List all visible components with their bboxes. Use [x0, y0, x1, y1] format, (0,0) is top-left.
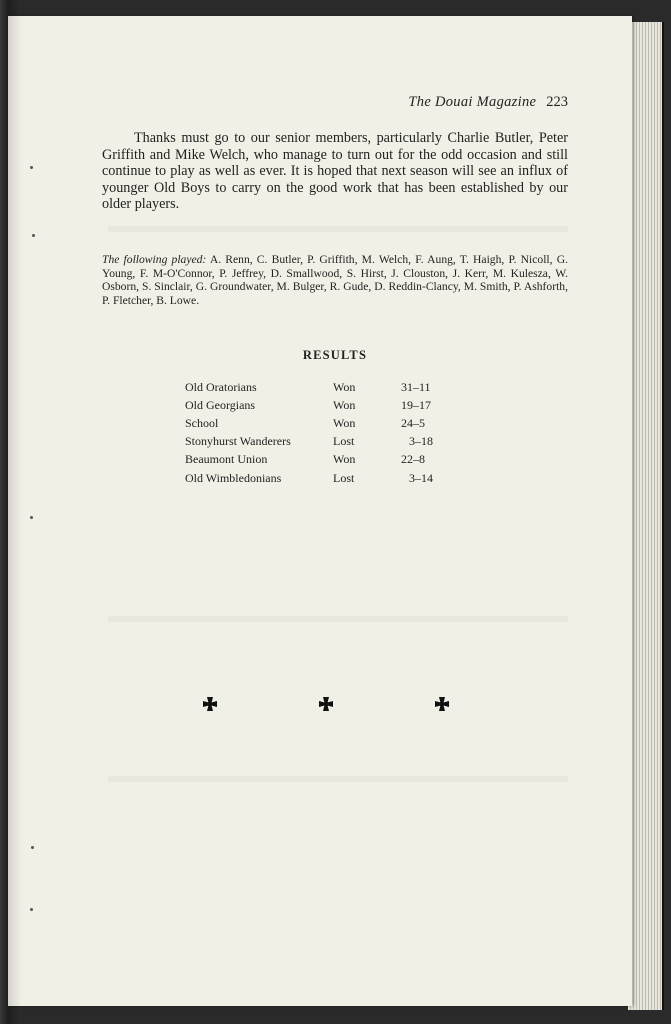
results-team: Old Wimbledonians: [185, 470, 282, 485]
results-outcome: Lost: [333, 470, 355, 485]
results-score: 19–17: [401, 397, 431, 412]
results-score-cell: [401, 396, 461, 414]
results-row: [185, 396, 461, 414]
ornament-row: [198, 696, 498, 714]
show-through-text: [108, 616, 568, 622]
players-lead: The following played:: [102, 253, 207, 266]
results-table: [185, 378, 461, 487]
results-outcome: Won: [333, 379, 356, 394]
results-outcome: Won: [333, 452, 356, 467]
margin-speck: [31, 846, 34, 849]
margin-speck: [30, 516, 33, 519]
players-names: A. Renn, C. Butler, P. Griffith, M. Welch, F. Aung, T. Haigh, P. Nicoll, G. Young, F. M-O'Connor, P. Jeffrey, D. Smallwood, S. Hirst, J. Clouston, J. Kerr, M. Kulesza, W. Osborn, S. Sinclair, G. Groundwater, M. Bulger, R. Gude, D. Reddin-Clancy, M. Smith, P. Ashforth, P. Fletcher, B. Lowe.: [102, 253, 568, 307]
running-title: The Douai Magazine: [408, 94, 537, 110]
margin-speck: [30, 166, 33, 169]
results-team: Stonyhurst Wanderers: [185, 434, 291, 449]
results-row: [185, 433, 461, 451]
results-score: 3–14: [409, 470, 433, 485]
results-score-cell: [401, 378, 461, 396]
body-paragraph: Thanks must go to our senior members, particularly Charlie Butler, Peter Griffith and Mike Welch, who manage to turn out for the odd occasion and still continue to play as well as ever. It is hoped that next season will see an influx of younger Old Boys to carry on the good work that has been established by our older players.: [102, 130, 568, 213]
cross-pattee-icon: [202, 696, 218, 712]
results-score: 24–5: [401, 415, 425, 430]
cross-pattee-icon: [434, 696, 450, 712]
results-row: [185, 414, 461, 432]
results-outcome: Lost: [333, 434, 355, 449]
page-number: 223: [546, 94, 568, 110]
show-through-text: [108, 776, 568, 782]
results-score: 31–11: [401, 379, 431, 394]
results-score-cell: [401, 469, 461, 487]
results-team: Old Oratorians: [185, 379, 257, 394]
results-outcome: Won: [333, 397, 356, 412]
margin-speck: [32, 234, 35, 237]
results-score: 3–18: [409, 434, 433, 449]
results-score-cell: [401, 433, 461, 451]
show-through-text: [108, 226, 568, 232]
results-score-cell: [401, 451, 461, 469]
running-header: [368, 94, 568, 111]
players-list: [102, 253, 568, 307]
results-team: Old Georgians: [185, 397, 256, 412]
results-row: [185, 451, 461, 469]
margin-speck: [30, 908, 33, 911]
book-page: [8, 16, 632, 1006]
cross-pattee-icon: [318, 696, 334, 712]
page-edge-stack: [628, 22, 664, 1010]
results-heading: RESULTS: [302, 348, 368, 362]
results-row: [185, 378, 461, 396]
results-team: Beaumont Union: [185, 452, 268, 467]
results-score: 22–8: [401, 452, 425, 467]
results-score-cell: [401, 414, 461, 432]
results-team: School: [185, 415, 219, 430]
results-row: [185, 469, 461, 487]
results-outcome: Won: [333, 415, 356, 430]
